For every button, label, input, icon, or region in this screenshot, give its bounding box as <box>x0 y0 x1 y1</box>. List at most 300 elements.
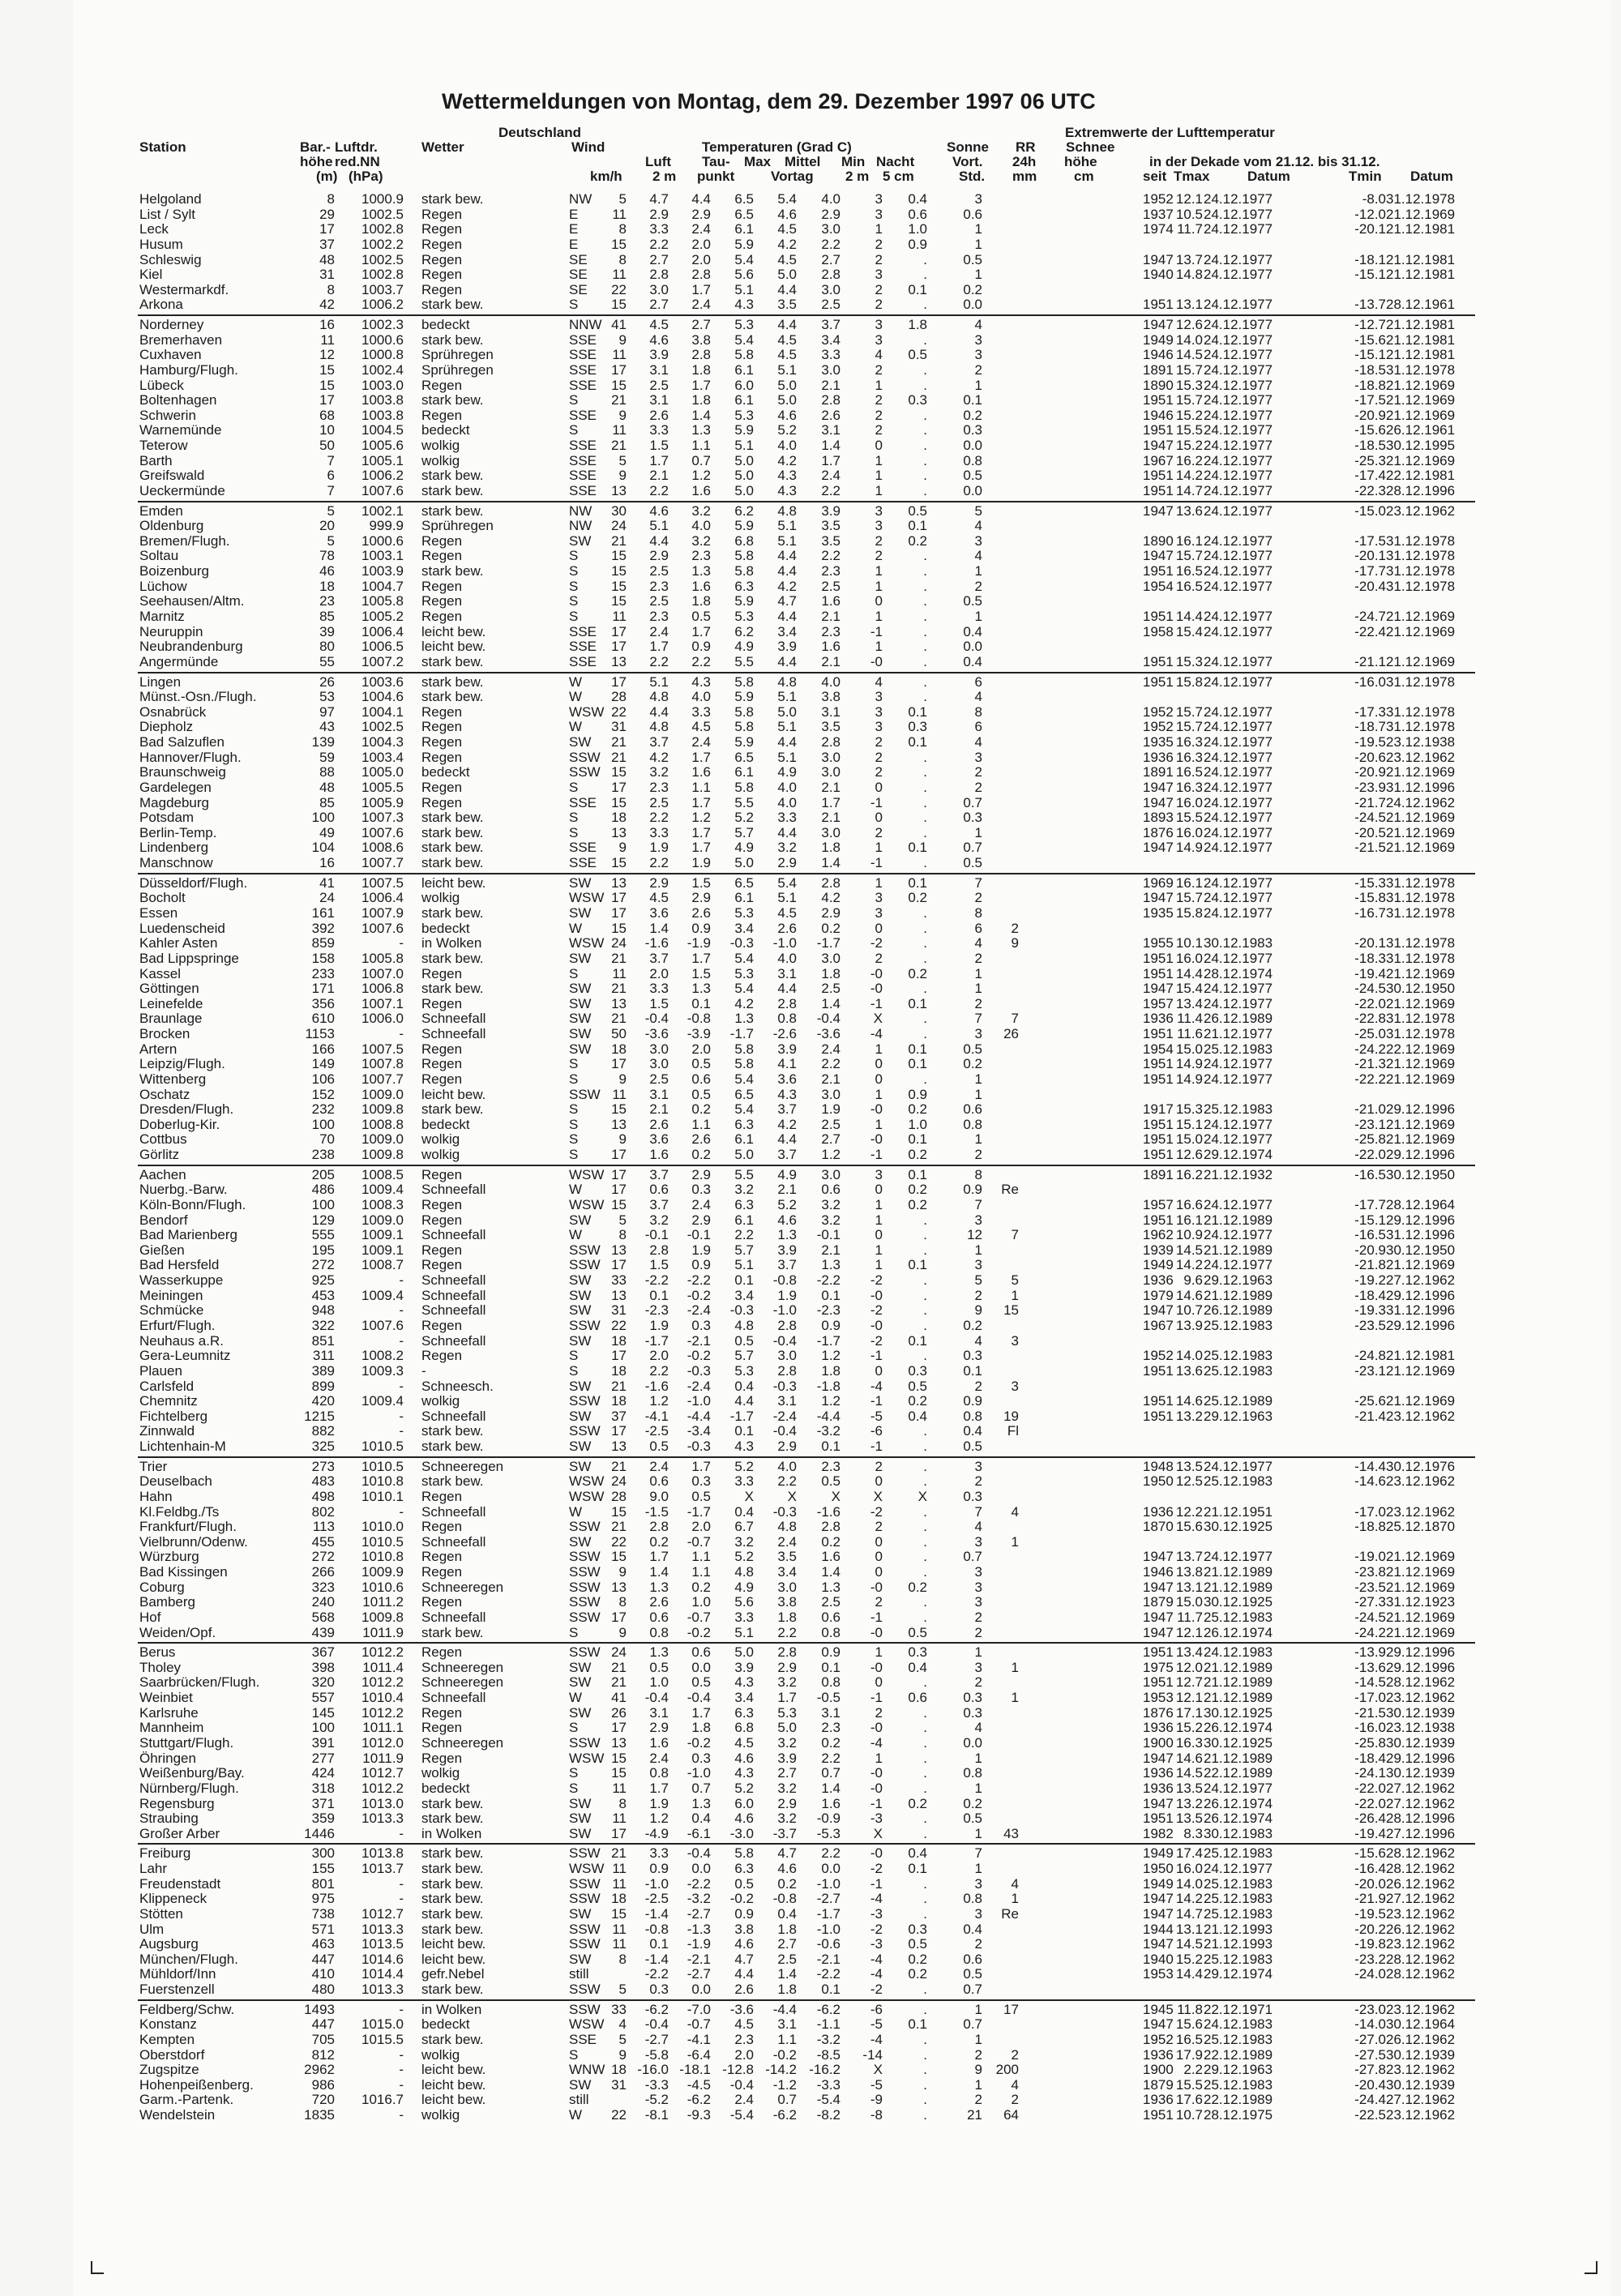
cell-wind-kmh: 15 <box>611 377 627 393</box>
cell-baro-hoehe: 367 <box>311 1644 335 1661</box>
cell-wetter: Schneefall <box>421 1302 486 1319</box>
cell-station: Dresden/Flugh. <box>139 1101 234 1118</box>
cell-wetter: Regen <box>421 578 463 594</box>
cell-nacht-5cm: 0 <box>875 593 883 609</box>
cell-sonne: 0.5 <box>908 1624 927 1640</box>
cell-max: 5.9 <box>734 236 754 252</box>
cell-rr-24h: 0.8 <box>963 452 982 468</box>
cell-tmax-datum: 24.12.1977 <box>1204 331 1273 348</box>
cell-luftdruck: - <box>399 1272 404 1289</box>
cell-wetter: stark bew. <box>421 673 484 690</box>
cell-taupunkt: 1.1 <box>691 1564 711 1580</box>
cell-tmin: -21.9 <box>1354 1891 1386 1907</box>
cell-min: 2.9 <box>821 904 840 921</box>
table-row <box>0 876 1621 891</box>
cell-mittel: 5.1 <box>777 532 797 549</box>
cell-wind-richtung: SSW <box>569 1519 601 1535</box>
cell-luftdruck: 1003.6 <box>361 673 404 690</box>
cell-wind-kmh: 18 <box>611 1041 627 1057</box>
cell-baro-hoehe: 23 <box>319 593 335 609</box>
cell-min: -1.1 <box>816 2016 840 2033</box>
cell-seit: 1891 <box>1143 764 1174 780</box>
cell-taupunkt: 2.9 <box>691 1212 711 1228</box>
cell-luft-2m: 3.9 <box>649 347 669 363</box>
cell-nacht-5cm: 0 <box>875 1182 883 1198</box>
cell-taupunkt: 1.1 <box>691 1549 711 1565</box>
cell-mittel: 4.5 <box>777 904 797 921</box>
cell-wind-richtung: SSW <box>569 1579 601 1595</box>
cell-tmax: 12.2 <box>1175 1503 1203 1520</box>
cell-tmin: -22.8 <box>1354 1011 1386 1027</box>
cell-nacht-5cm: 4 <box>875 347 883 363</box>
cell-taupunkt: -2.7 <box>686 1966 711 1982</box>
cell-seit: 1936 <box>1143 1503 1174 1520</box>
cell-schneehoehe: Re <box>1001 1182 1019 1198</box>
cell-luft-2m: 2.5 <box>649 593 669 609</box>
cell-min: -3.2 <box>816 2031 840 2047</box>
cell-luftdruck: 1012.7 <box>361 1905 404 1922</box>
cell-luftdruck: 1006.5 <box>361 639 404 655</box>
cell-tmin: -17.4 <box>1354 468 1386 484</box>
table-row <box>0 423 1621 438</box>
cell-baro-hoehe: 410 <box>311 1966 335 1982</box>
cell-tmin-datum: 28.12.1962 <box>1386 1845 1456 1862</box>
cell-station: Arkona <box>139 297 183 313</box>
cell-luftdruck: 1004.3 <box>361 734 404 750</box>
cell-mittel: 2.1 <box>777 1182 797 1198</box>
cell-max: 4.6 <box>734 1750 754 1766</box>
cell-sonne: . <box>923 1348 927 1364</box>
header-tmax: Tmax <box>1174 169 1210 184</box>
cell-station: Artern <box>139 1041 177 1057</box>
cell-sonne: 0.1 <box>908 734 927 750</box>
cell-tmax-datum: 24.12.1983 <box>1204 1644 1273 1661</box>
cell-tmin: -15.8 <box>1354 890 1386 906</box>
cell-nacht-5cm: 2 <box>875 532 883 549</box>
cell-sonne: 0.3 <box>908 1362 927 1379</box>
cell-wetter: stark bew. <box>421 482 484 498</box>
group-separator <box>138 873 1475 874</box>
cell-baro-hoehe: 455 <box>311 1533 335 1550</box>
table-row <box>0 267 1621 282</box>
cell-station: Stötten <box>139 1905 183 1922</box>
cell-sonne: 0.9 <box>908 1086 927 1102</box>
cell-station: Würzburg <box>139 1549 199 1565</box>
cell-station: Brocken <box>139 1026 190 1042</box>
cell-max: 0.5 <box>734 1875 754 1892</box>
cell-schneehoehe: 26 <box>1003 1026 1019 1042</box>
cell-baro-hoehe: 359 <box>311 1811 335 1827</box>
cell-rr-24h: 0.4 <box>963 1921 982 1937</box>
cell-station: Luedenscheid <box>139 920 225 936</box>
cell-wind-kmh: 17 <box>611 1348 627 1364</box>
cell-rr-24h: 3 <box>974 1564 982 1580</box>
cell-station: Lüchow <box>139 578 187 594</box>
cell-luftdruck: 1003.4 <box>361 749 404 765</box>
cell-seit: 1947 <box>1143 317 1174 333</box>
cell-seit: 1950 <box>1143 1473 1174 1490</box>
cell-schneehoehe: 17 <box>1003 2001 1019 2017</box>
cell-wind-kmh: 9 <box>618 1131 627 1148</box>
cell-tmin-datum: 21.12.1969 <box>1386 824 1456 840</box>
cell-seit: 1935 <box>1143 734 1174 750</box>
header-extreme-range: in der Dekade vom 21.12. bis 31.12. <box>1149 154 1380 169</box>
cell-taupunkt: 1.7 <box>691 794 711 810</box>
cell-nacht-5cm: 2 <box>875 1519 883 1535</box>
cell-seit: 1900 <box>1143 1735 1174 1751</box>
cell-schneehoehe: 3 <box>1011 1378 1019 1394</box>
cell-seit: 1947 <box>1143 779 1174 795</box>
cell-schneehoehe: 9 <box>1011 935 1019 951</box>
cell-baro-hoehe: 8 <box>327 281 335 297</box>
cell-tmax: 15.5 <box>1175 810 1203 826</box>
cell-rr-24h: 0.8 <box>963 1408 982 1424</box>
cell-luft-2m: 3.2 <box>649 1212 669 1228</box>
cell-nacht-5cm: -0 <box>870 1624 883 1640</box>
cell-nacht-5cm: -0 <box>870 1317 883 1333</box>
cell-luft-2m: 2.5 <box>649 563 669 579</box>
cell-tmax: 15.8 <box>1175 904 1203 921</box>
cell-wetter: stark bew. <box>421 904 484 921</box>
cell-station: Oberstdorf <box>139 2046 205 2063</box>
table-row <box>0 1675 1621 1690</box>
cell-tmax-datum: 29.12.1974 <box>1204 1147 1273 1163</box>
cell-rr-24h: 1 <box>974 2001 982 2017</box>
cell-wind-richtung: SW <box>569 995 592 1011</box>
cell-wetter: Schneefall <box>421 1272 486 1289</box>
cell-mittel: 4.2 <box>777 452 797 468</box>
cell-station: Neuhaus a.R. <box>139 1332 224 1349</box>
cell-tmax: 12.7 <box>1175 1674 1203 1691</box>
header-wind-unit: km/h <box>590 169 622 184</box>
cell-baro-hoehe: 15 <box>319 377 335 393</box>
cell-max: 4.9 <box>734 1579 754 1595</box>
cell-tmax: 16.1 <box>1175 874 1203 891</box>
cell-wind-kmh: 21 <box>611 392 627 408</box>
cell-baro-hoehe: 1835 <box>304 2107 335 2123</box>
cell-tmin-datum: 31.12.1978 <box>1386 191 1456 207</box>
cell-min: 1.7 <box>821 794 840 810</box>
cell-nacht-5cm: -2 <box>870 1921 883 1937</box>
cell-seit: 1951 <box>1143 1811 1174 1827</box>
cell-wetter: wolkig <box>421 1765 460 1781</box>
cell-tmax-datum: 30.12.1983 <box>1204 1825 1273 1841</box>
cell-luft-2m: -2.7 <box>644 2031 669 2047</box>
header-nacht-2: 5 cm <box>883 169 914 184</box>
cell-station: Boltenhagen <box>139 392 217 408</box>
cell-taupunkt: 2.9 <box>691 1166 711 1182</box>
cell-nacht-5cm: 2 <box>875 392 883 408</box>
cell-tmin: -21.0 <box>1354 1101 1386 1118</box>
cell-tmax: 12.1 <box>1175 191 1203 207</box>
header-baro-1: Bar.- <box>300 139 331 155</box>
cell-wetter: Regen <box>421 1212 463 1228</box>
cell-max: 5.4 <box>734 981 754 997</box>
cell-sonne: . <box>923 1227 927 1243</box>
cell-wind-richtung: SW <box>569 532 592 549</box>
cell-luft-2m: 2.4 <box>649 1750 669 1766</box>
cell-tmax: 15.8 <box>1175 673 1203 690</box>
cell-tmin-datum: 26.12.1962 <box>1386 1921 1456 1937</box>
cell-nacht-5cm: -2 <box>870 1302 883 1319</box>
cell-taupunkt: -0.1 <box>686 1227 711 1243</box>
cell-luftdruck: 1011.1 <box>362 1720 404 1736</box>
cell-rr-24h: 0.7 <box>963 1982 982 1998</box>
cell-wetter: Regen <box>421 609 463 624</box>
cell-max: 3.4 <box>734 920 754 936</box>
cell-sonne: 0.6 <box>908 1690 927 1706</box>
cell-tmin-datum: 31.12.1978 <box>1386 1011 1456 1027</box>
cell-max: 6.8 <box>734 1720 754 1736</box>
cell-nacht-5cm: -1 <box>870 1393 883 1409</box>
cell-station: Regensburg <box>139 1795 215 1811</box>
cell-tmax-datum: 25.12.1983 <box>1204 1473 1273 1490</box>
cell-wind-richtung: SE <box>569 267 588 283</box>
cell-max: 4.4 <box>734 1393 754 1409</box>
cell-luft-2m: -5.8 <box>644 2046 669 2063</box>
cell-max: 3.4 <box>734 1690 754 1706</box>
cell-mittel: 4.4 <box>777 281 797 297</box>
cell-wetter: Regen <box>421 1242 463 1258</box>
cell-station: Bad Salzuflen <box>139 734 225 750</box>
cell-tmin-datum: 25.12.1870 <box>1386 1519 1456 1535</box>
cell-mittel: -1.0 <box>772 935 797 951</box>
cell-taupunkt: 0.2 <box>691 1147 711 1163</box>
cell-wind-richtung: SW <box>569 734 592 750</box>
cell-tmin-datum: 23.12.1938 <box>1386 1720 1456 1736</box>
cell-wind-kmh: 28 <box>611 689 627 705</box>
cell-sonne: . <box>923 563 927 579</box>
cell-luft-2m: -1.4 <box>644 1951 669 1967</box>
cell-wind-kmh: 17 <box>611 673 627 690</box>
cell-luftdruck: 1002.4 <box>361 361 404 378</box>
cell-nacht-5cm: 0 <box>875 1473 883 1490</box>
cell-mittel: 4.4 <box>777 548 797 564</box>
cell-taupunkt: 0.0 <box>691 1659 711 1675</box>
cell-rr-24h: 2 <box>974 1609 982 1625</box>
cell-sonne: . <box>923 749 927 765</box>
cell-tmax-datum: 25.12.1989 <box>1204 1393 1273 1409</box>
cell-tmax: 13.5 <box>1175 1811 1203 1827</box>
cell-luftdruck: 1007.6 <box>361 1317 404 1333</box>
cell-schneehoehe: 7 <box>1011 1011 1019 1027</box>
cell-tmin-datum: 27.12.1962 <box>1386 1780 1456 1796</box>
cell-tmin-datum: 23.12.1962 <box>1386 2107 1456 2123</box>
cell-wind-kmh: 21 <box>611 981 627 997</box>
cell-station: Teterow <box>139 438 188 454</box>
cell-nacht-5cm: 2 <box>875 1704 883 1721</box>
cell-baro-hoehe: 272 <box>311 1257 335 1273</box>
cell-wind-kmh: 22 <box>611 281 627 297</box>
cell-min: -2.3 <box>816 1302 840 1319</box>
cell-luftdruck: 1012.7 <box>361 1765 404 1781</box>
cell-tmin-datum: 21.12.1969 <box>1386 407 1456 423</box>
cell-baro-hoehe: 720 <box>311 2092 335 2108</box>
cell-luftdruck: 1011.9 <box>362 1750 404 1766</box>
table-row <box>0 594 1621 609</box>
cell-tmin: -22.0 <box>1354 995 1386 1011</box>
cell-rr-24h: 1 <box>974 1086 982 1102</box>
cell-tmin: -27.3 <box>1354 1594 1386 1610</box>
cell-nacht-5cm: 2 <box>875 824 883 840</box>
cell-wind-richtung: S <box>569 1348 579 1364</box>
cell-baro-hoehe: 812 <box>311 2046 335 2063</box>
cell-mittel: 3.1 <box>777 965 797 981</box>
cell-tmax: 14.2 <box>1175 1891 1203 1907</box>
cell-seit: 1951 <box>1143 673 1174 690</box>
table-row <box>0 1303 1621 1318</box>
cell-tmin-datum: 21.12.1981 <box>1386 331 1456 348</box>
cell-luftdruck: - <box>399 2046 404 2063</box>
cell-luftdruck: 1009.8 <box>361 1609 404 1625</box>
cell-rr-24h: 0.5 <box>963 251 982 267</box>
cell-wetter: Regen <box>421 206 463 222</box>
cell-seit: 1947 <box>1143 2016 1174 2033</box>
cell-sonne: . <box>923 1811 927 1827</box>
cell-tmin: -8.0 <box>1362 191 1386 207</box>
cell-tmax-datum: 26.12.1974 <box>1204 1720 1273 1736</box>
cell-rr-24h: 3 <box>974 532 982 549</box>
cell-rr-24h: 3 <box>974 1026 982 1042</box>
cell-wind-kmh: 21 <box>611 734 627 750</box>
table-row <box>0 549 1621 563</box>
cell-nacht-5cm: -1 <box>870 1348 883 1364</box>
cell-tmin-datum: 23.12.1938 <box>1386 734 1456 750</box>
cell-rr-24h: 3 <box>974 749 982 765</box>
cell-sonne: . <box>923 1905 927 1922</box>
cell-taupunkt: 2.6 <box>691 1131 711 1148</box>
table-row <box>0 891 1621 905</box>
cell-mittel: 4.3 <box>777 468 797 484</box>
cell-luft-2m: -1.6 <box>644 1378 669 1394</box>
cell-nacht-5cm: 2 <box>875 236 883 252</box>
cell-mittel: 3.1 <box>777 1393 797 1409</box>
cell-wind-kmh: 8 <box>618 1227 627 1243</box>
cell-seit: 1952 <box>1143 1348 1174 1364</box>
cell-sonne: 0.2 <box>908 1182 927 1198</box>
cell-nacht-5cm: -0 <box>870 1845 883 1862</box>
cell-max: -0.2 <box>729 1891 754 1907</box>
table-row <box>0 1289 1621 1303</box>
cell-max: 5.5 <box>734 794 754 810</box>
cell-wind-richtung: SW <box>569 1704 592 1721</box>
cell-min: 2.7 <box>821 1131 840 1148</box>
cell-rr-24h: 0.5 <box>963 855 982 871</box>
table-row <box>0 504 1621 519</box>
cell-wind-richtung: W <box>569 2107 583 2123</box>
cell-wind-kmh: 8 <box>618 221 627 237</box>
cell-sonne: . <box>923 297 927 313</box>
cell-tmin: -14.6 <box>1354 1473 1386 1490</box>
cell-wetter: Schneefall <box>421 1690 486 1706</box>
cell-tmax-datum: 24.12.1977 <box>1204 251 1273 267</box>
cell-rr-24h: 7 <box>974 1503 982 1520</box>
cell-wind-richtung: S <box>569 1720 579 1736</box>
cell-rr-24h: 3 <box>974 1594 982 1610</box>
table-row <box>0 1706 1621 1721</box>
cell-tmin-datum: 22.12.1981 <box>1386 468 1456 484</box>
cell-nacht-5cm: 3 <box>875 890 883 906</box>
cell-min: -0.5 <box>816 1690 840 1706</box>
cell-baro-hoehe: 851 <box>311 1332 335 1349</box>
cell-tmin: -17.7 <box>1354 563 1386 579</box>
cell-tmin: -17.7 <box>1354 1196 1386 1212</box>
cell-tmax-datum: 25.12.1983 <box>1204 1845 1273 1862</box>
cell-tmin: -14.5 <box>1354 1674 1386 1691</box>
cell-luft-2m: 1.6 <box>649 1735 669 1751</box>
cell-wind-kmh: 5 <box>618 191 627 207</box>
cell-wind-richtung: SSE <box>569 794 597 810</box>
table-row <box>0 765 1621 780</box>
cell-min: 3.7 <box>821 317 840 333</box>
cell-max: 5.4 <box>734 331 754 348</box>
header-baro-3: (m) <box>316 169 338 184</box>
cell-luftdruck: 1007.8 <box>361 1056 404 1072</box>
cell-max: 4.2 <box>734 995 754 1011</box>
cell-wind-richtung: SW <box>569 1674 592 1691</box>
cell-mittel: 0.2 <box>777 1875 797 1892</box>
cell-rr-24h: 4 <box>974 1332 982 1349</box>
cell-baro-hoehe: 100 <box>311 1196 335 1212</box>
cell-max: 4.3 <box>734 1765 754 1781</box>
cell-tmin-datum: 28.12.1962 <box>1386 1951 1456 1967</box>
cell-wind-kmh: 17 <box>611 890 627 906</box>
cell-schneehoehe: 1 <box>1011 1659 1019 1675</box>
cell-sonne: . <box>923 482 927 498</box>
cell-nacht-5cm: 1 <box>875 1196 883 1212</box>
cell-wind-kmh: 11 <box>612 206 627 222</box>
cell-luftdruck: 1012.2 <box>361 1704 404 1721</box>
cell-luftdruck: 1015.5 <box>361 2031 404 2047</box>
cell-mittel: 3.9 <box>777 1041 797 1057</box>
cell-wind-kmh: 30 <box>611 502 627 519</box>
cell-tmax-datum: 24.12.1977 <box>1204 703 1273 720</box>
cell-max: 5.8 <box>734 673 754 690</box>
cell-min: -5.3 <box>816 1825 840 1841</box>
cell-sonne: . <box>923 422 927 438</box>
cell-sonne: 0.4 <box>908 1408 927 1424</box>
cell-rr-24h: 0.5 <box>963 1811 982 1827</box>
cell-mittel: 5.0 <box>777 703 797 720</box>
table-row <box>0 207 1621 222</box>
cell-min: 3.1 <box>821 422 840 438</box>
cell-rr-24h: 2 <box>974 1473 982 1490</box>
cell-nacht-5cm: X <box>873 1825 883 1841</box>
cell-wind-richtung: SSE <box>569 438 597 454</box>
cell-baro-hoehe: 29 <box>319 206 335 222</box>
cell-nacht-5cm: 1 <box>875 1750 883 1766</box>
cell-tmin-datum: 23.12.1962 <box>1386 1473 1456 1490</box>
cell-tmin-datum: 21.12.1969 <box>1386 623 1456 639</box>
cell-min: 0.0 <box>821 1861 840 1877</box>
cell-max: 5.4 <box>734 950 754 966</box>
cell-station: Bad Kissingen <box>139 1564 228 1580</box>
cell-tmin: -18.3 <box>1354 950 1386 966</box>
cell-tmin: -27.0 <box>1354 2031 1386 2047</box>
cell-sonne: . <box>923 1423 927 1439</box>
cell-tmax-datum: 26.12.1974 <box>1204 1624 1273 1640</box>
cell-taupunkt: 1.6 <box>691 482 711 498</box>
cell-taupunkt: -2.2 <box>686 1272 711 1289</box>
cell-station: Essen <box>139 904 178 921</box>
cell-wind-richtung: WSW <box>569 1750 605 1766</box>
table-row <box>0 1474 1621 1489</box>
cell-tmin: -16.0 <box>1354 673 1386 690</box>
cell-tmax-datum: 21.12.1989 <box>1204 1750 1273 1766</box>
cell-min: 1.9 <box>821 1101 840 1118</box>
cell-sonne: . <box>923 1242 927 1258</box>
table-row <box>0 408 1621 423</box>
